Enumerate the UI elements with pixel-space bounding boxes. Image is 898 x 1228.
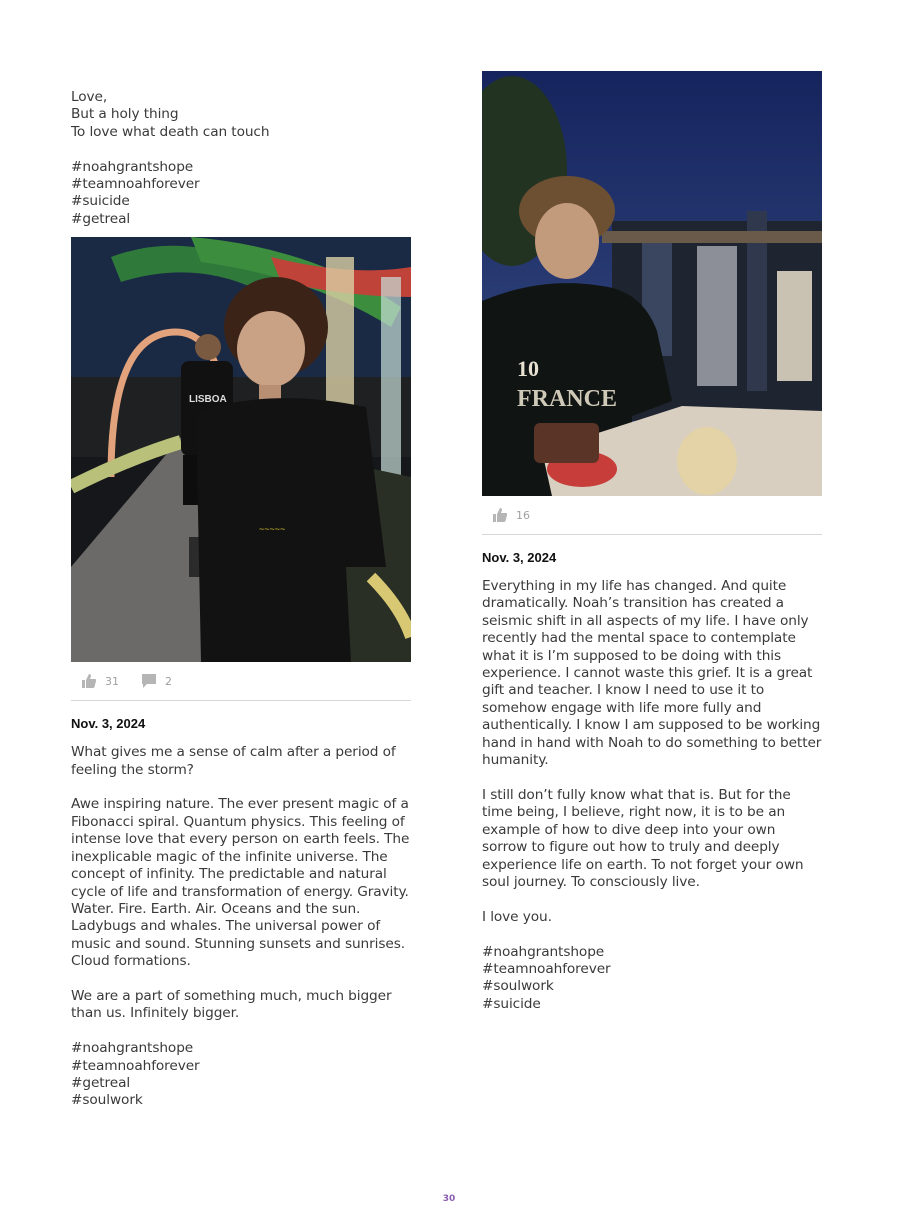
- shirt-logo: ~~~~~: [259, 524, 286, 535]
- post-body-text: What gives me a sense of calm after a period of feeling the storm? Awe inspiring nature. The ever present magic of a Fibonacci spiral. Quantum physics. This feeling of intense love that every person on earth feels. The inexplicable magic of the infinite universe. The concept of infinity. The predictable and natural cycle of life and transformation of energy. Gravity. Water. Fire. Earth. Air. Oceans and the sun. Ladybugs and whales. The universal power of music and sound. Stunning sunsets and sunrises. Cloud formations. We are a part of something much, much bigger than us. Infinitely bigger. #noahgrantshope #teamnoahforever #getreal #soulwork: [71, 744, 410, 1109]
- lisboa-shirt-text: LISBOA: [189, 394, 227, 406]
- page-number: 30: [442, 1194, 456, 1204]
- divider: [71, 700, 411, 701]
- comment-icon[interactable]: [141, 673, 157, 689]
- left-column: [71, 89, 411, 1110]
- post-date: Nov. 3, 2024: [71, 716, 146, 732]
- thumbs-up-icon[interactable]: [81, 673, 97, 689]
- post-date: Nov. 3, 2024: [482, 550, 557, 565]
- post-reactions-left: [71, 662, 411, 700]
- rooftop-photo-art: [482, 71, 822, 496]
- right-column: [482, 71, 822, 1013]
- post-body-text: Everything in my life has changed. And quite dramatically. Noah’s transition has created a seismic shift in all aspects of my life. I have only recently had the mental space to contemplate what it is I’m supposed to be doing with this experience. I cannot waste this grief. It is a great gift and teacher. I know I need to use it to somehow engage with life more fully and authentically. I know I am supposed to be working hand in hand with Noah to do something to better humanity. I still don’t fully know what that is. But for the time being, I believe, right now, it is to be an example of how to dive deep into your own sorrow to figure out how to truly and deeply experience life on earth. To not forget your own soul journey. To consciously live. I love you. #noahgrantshope #teamnoahforever #soulwork #suicide: [482, 578, 822, 1012]
- like-count: 16: [516, 508, 530, 522]
- jersey-word: FRANCE: [517, 386, 617, 412]
- comment-count: 2: [165, 674, 172, 688]
- post-intro-text: Love, But a holy thing To love what death can touch #noahgrantshope #teamnoahforever #suicide #getreal: [71, 89, 270, 227]
- post-photo-garden[interactable]: [71, 237, 411, 662]
- thumbs-up-icon[interactable]: [492, 507, 508, 523]
- garden-photo-art: [71, 237, 411, 662]
- post-reactions-right: [482, 496, 822, 534]
- divider: [482, 534, 822, 535]
- jersey-number: 10: [517, 356, 539, 381]
- post-photo-rooftop[interactable]: [482, 71, 822, 496]
- like-count: 31: [105, 674, 119, 688]
